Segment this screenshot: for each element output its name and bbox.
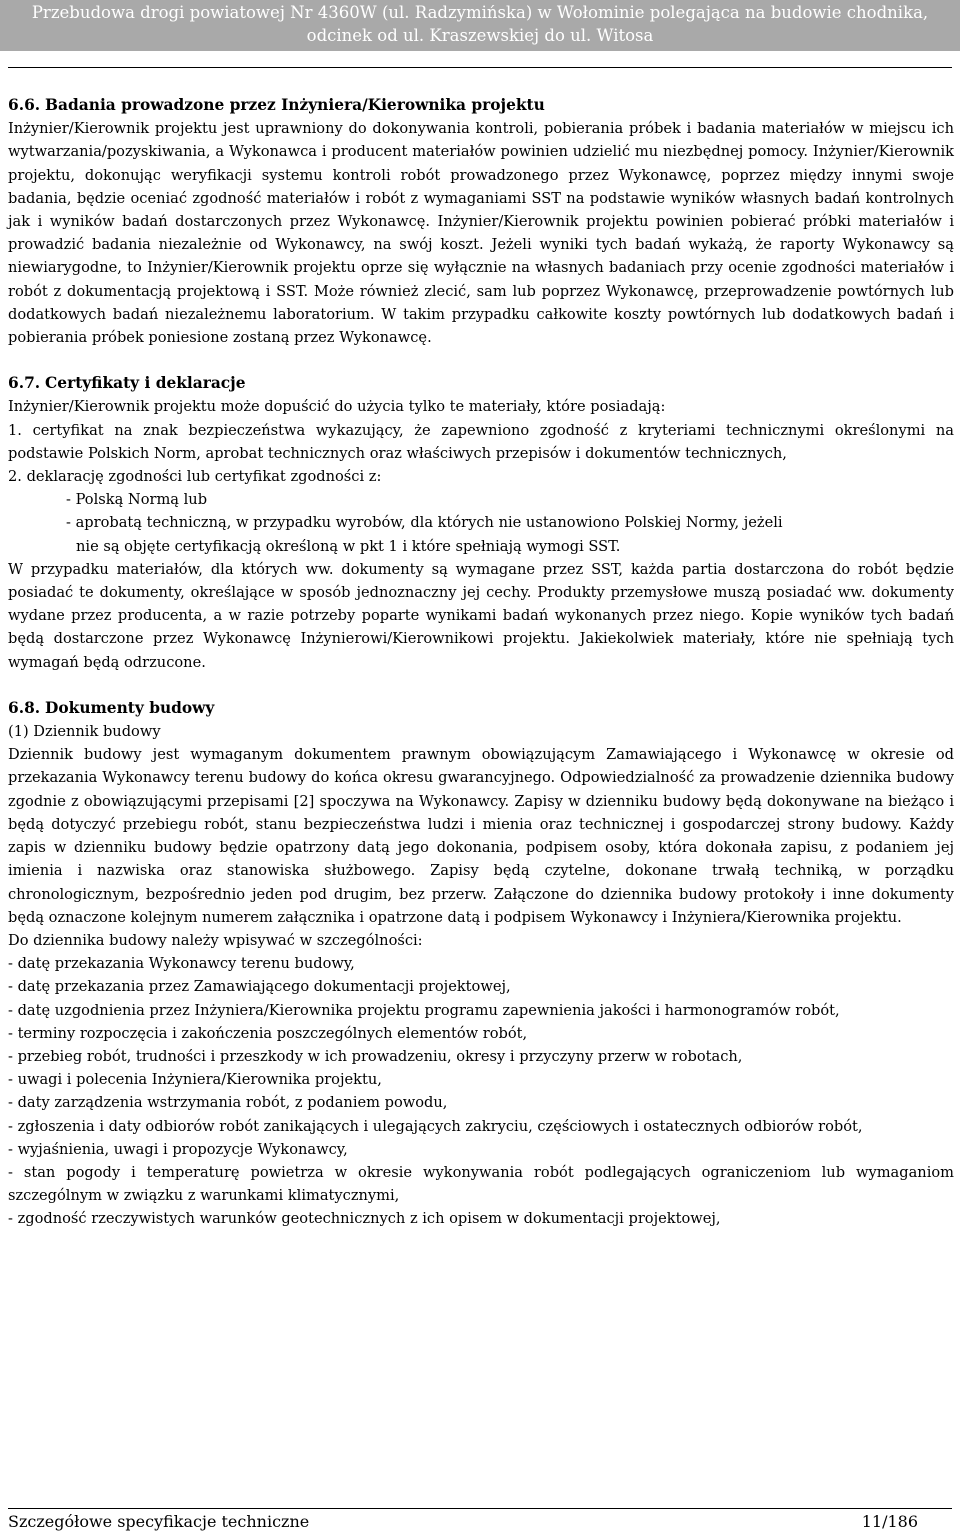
section-6-6-number: 6.6.	[8, 96, 41, 114]
section-6-8-heading	[8, 697, 954, 720]
section-6-8-title: Dokumenty budowy	[45, 698, 215, 717]
diary-entries-list	[8, 952, 954, 1230]
footer-title: Szczegółowe specyfikacje techniczne	[8, 1512, 310, 1531]
section-6-8-text: Dziennik budowy jest wymaganym dokumentem prawnym obowiązującym Zamawiającego i Wykonawcę w okresie od przekazania Wykonawcy terenu budowy do końca okresu gwarancyjnego. Odpowiedzialność za prowadzenie dziennika budowy zgodnie z obowiązującymi przepisami [2] spoczywa na Wykonawcy. Zapisy w dzienniku budowy będą dokonywane na bieżąco i będą dotyczyć przebiegu robót, stanu bezpieczeństwa ludzi i mienia oraz technicznej i gospodarczej strony budowy. Każdy zapis w dzienniku budowy będzie opatrzony datą jego dokonania, podpisem osoby, która dokonała zapisu, z podaniem jej imienia i nazwiska oraz stanowiska służbowego. Zapisy będą czytelne, dokonane trwałą techniką, w porządku chronologicznym, bezpośrednio jeden pod drugim, bez przerw. Załączone do dziennika budowy protokoły i inne dokumenty będą oznaczone kolejnym numerem załącznika i opatrzone datą i podpisem Wykonawcy i Inżyniera/Kierownika projektu.	[8, 746, 954, 926]
list-item: - stan pogody i temperaturę powietrza w okresie wykonywania robót podlegających ograniczeniom lub wymaganiom szczególnym w związku z warunkami klimatycznymi,	[8, 1163, 954, 1205]
header-line-2: odcinek od ul. Kraszewskiej do ul. Witosa	[306, 26, 654, 45]
section-6-7-title: Certyfikaty i deklaracje	[45, 374, 246, 393]
list-item: - datę uzgodnienia przez Inżyniera/Kierownika projektu programu zapewnienia jakości i harmonogramów robót,	[8, 1001, 840, 1019]
section-6-7-intro: Inżynier/Kierownik projektu może dopuścić do użycia tylko te materiały, które posiadają:	[8, 398, 666, 416]
section-6-7-subitem-1: - Polską Normą lub	[66, 491, 208, 509]
section-6-7-number: 6.7.	[8, 374, 41, 393]
footer-divider	[8, 1508, 952, 1509]
list-item: - terminy rozpoczęcia i zakończenia poszczególnych elementów robót,	[8, 1024, 528, 1042]
header-divider	[8, 67, 952, 68]
list-item: - zgłoszenia i daty odbiorów robót zanikających i ulegających zakryciu, częściowych i ostatecznych odbiorów robót,	[8, 1117, 863, 1135]
section-6-7-subitem-2: - aprobatą techniczną, w przypadku wyrobów, dla których nie ustanowiono Polskiej Normy, jeżeli	[66, 514, 783, 532]
page-header	[0, 0, 960, 51]
list-item: - datę przekazania przez Zamawiającego dokumentacji projektowej,	[8, 978, 511, 996]
section-6-7-subitem-2-cont: nie są objęte certyfikacją określoną w pkt 1 i które spełniają wymogi SST.	[76, 537, 621, 555]
list-item: - zgodność rzeczywistych warunków geotechnicznych z ich opisem w dokumentacji projektowej,	[8, 1210, 721, 1228]
spacer	[8, 674, 954, 697]
section-6-7-item-1: 1. certyfikat na znak bezpieczeństwa wykazujący, że zapewniono zgodność z kryteriami technicznymi określonymi na podstawie Polskich Norm, aprobat technicznych oraz właściwych przepisów i dokumentów technicznych,	[8, 421, 954, 462]
document-body	[8, 94, 954, 1231]
list-item: - datę przekazania Wykonawcy terenu budowy,	[8, 955, 355, 973]
section-6-7-heading	[8, 372, 954, 395]
spacer	[8, 349, 954, 372]
section-6-8-subtitle: (1) Dziennik budowy	[8, 723, 161, 741]
list-item: - przebieg robót, trudności i przeszkody w ich prowadzeniu, okresy i przyczyny przerw w robotach,	[8, 1047, 743, 1065]
section-6-6-heading	[8, 94, 954, 117]
page-number: 11/186	[861, 1512, 918, 1531]
section-6-6-title: Badania prowadzone przez Inżyniera/Kierownika projektu	[45, 96, 545, 114]
list-item: - wyjaśnienia, uwagi i propozycje Wykonawcy,	[8, 1140, 348, 1158]
header-line-1: Przebudowa drogi powiatowej Nr 4360W (ul. Radzymińska) w Wołominie polegająca na budowie chodnika,	[31, 3, 929, 22]
list-item: - uwagi i polecenia Inżyniera/Kierownika projektu,	[8, 1071, 382, 1089]
section-6-8-list-intro: Do dziennika budowy należy wpisywać w szczególności:	[8, 931, 423, 949]
list-item: - daty zarządzenia wstrzymania robót, z podaniem powodu,	[8, 1094, 448, 1112]
page-footer	[8, 1511, 918, 1533]
section-6-7-item-2: 2. deklarację zgodności lub certyfikat zgodności z:	[8, 468, 382, 486]
section-6-6-text: Inżynier/Kierownik projektu jest uprawniony do dokonywania kontroli, pobierania próbek i badania materiałów w miejscu ich wytwarzania/pozyskiwania, a Wykonawca i producent materiałów powinien udzielić mu niezbędnej pomocy. Inżynier/Kierownik projektu, dokonując weryfikacji systemu kontroli robót prowadzonego przez Wykonawcę, poprzez między innymi swoje badania, będzie oceniać zgodność materiałów i robót z wymaganiami SST na podstawie wyników własnych badań kontrolnych jak i wyników badań dostarczonych przez Wykonawcę. Inżynier/Kierownik projektu powinien pobierać próbki materiałów i prowadzić badania niezależnie od Wykonawcy, na swój koszt. Jeżeli wyniki tych badań wykażą, że raporty Wykonawcy są niewiarygodne, to Inżynier/Kierownik projektu oprze się wyłącznie na własnych badaniach przy ocenie zgodności materiałów i robót z dokumentacją projektową i SST. Może również zlecić, sam lub poprzez Wykonawcę, przeprowadzenie powtórnych lub dodatkowych badań niezależnemu laboratorium. W takim przypadku całkowite koszty powtórnych lub dodatkowych badań i pobierania próbek poniesione zostaną przez Wykonawcę.	[8, 120, 954, 347]
section-6-7-text: W przypadku materiałów, dla których ww. dokumenty są wymagane przez SST, każda partia dostarczona do robót będzie posiadać te dokumenty, określające w sposób jednoznaczny jej cechy. Produkty przemysłowe muszą posiadać ww. dokumenty wydane przez producenta, a w razie potrzeby poparte wynikami badań wykonanych przez niego. Kopie wyników tych badań będą dostarczone przez Wykonawcę Inżynierowi/Kierownikowi projektu. Jakiekolwiek materiały, które nie spełniają tych wymagań będą odrzucone.	[8, 560, 954, 671]
section-6-8-number: 6.8.	[8, 698, 41, 717]
